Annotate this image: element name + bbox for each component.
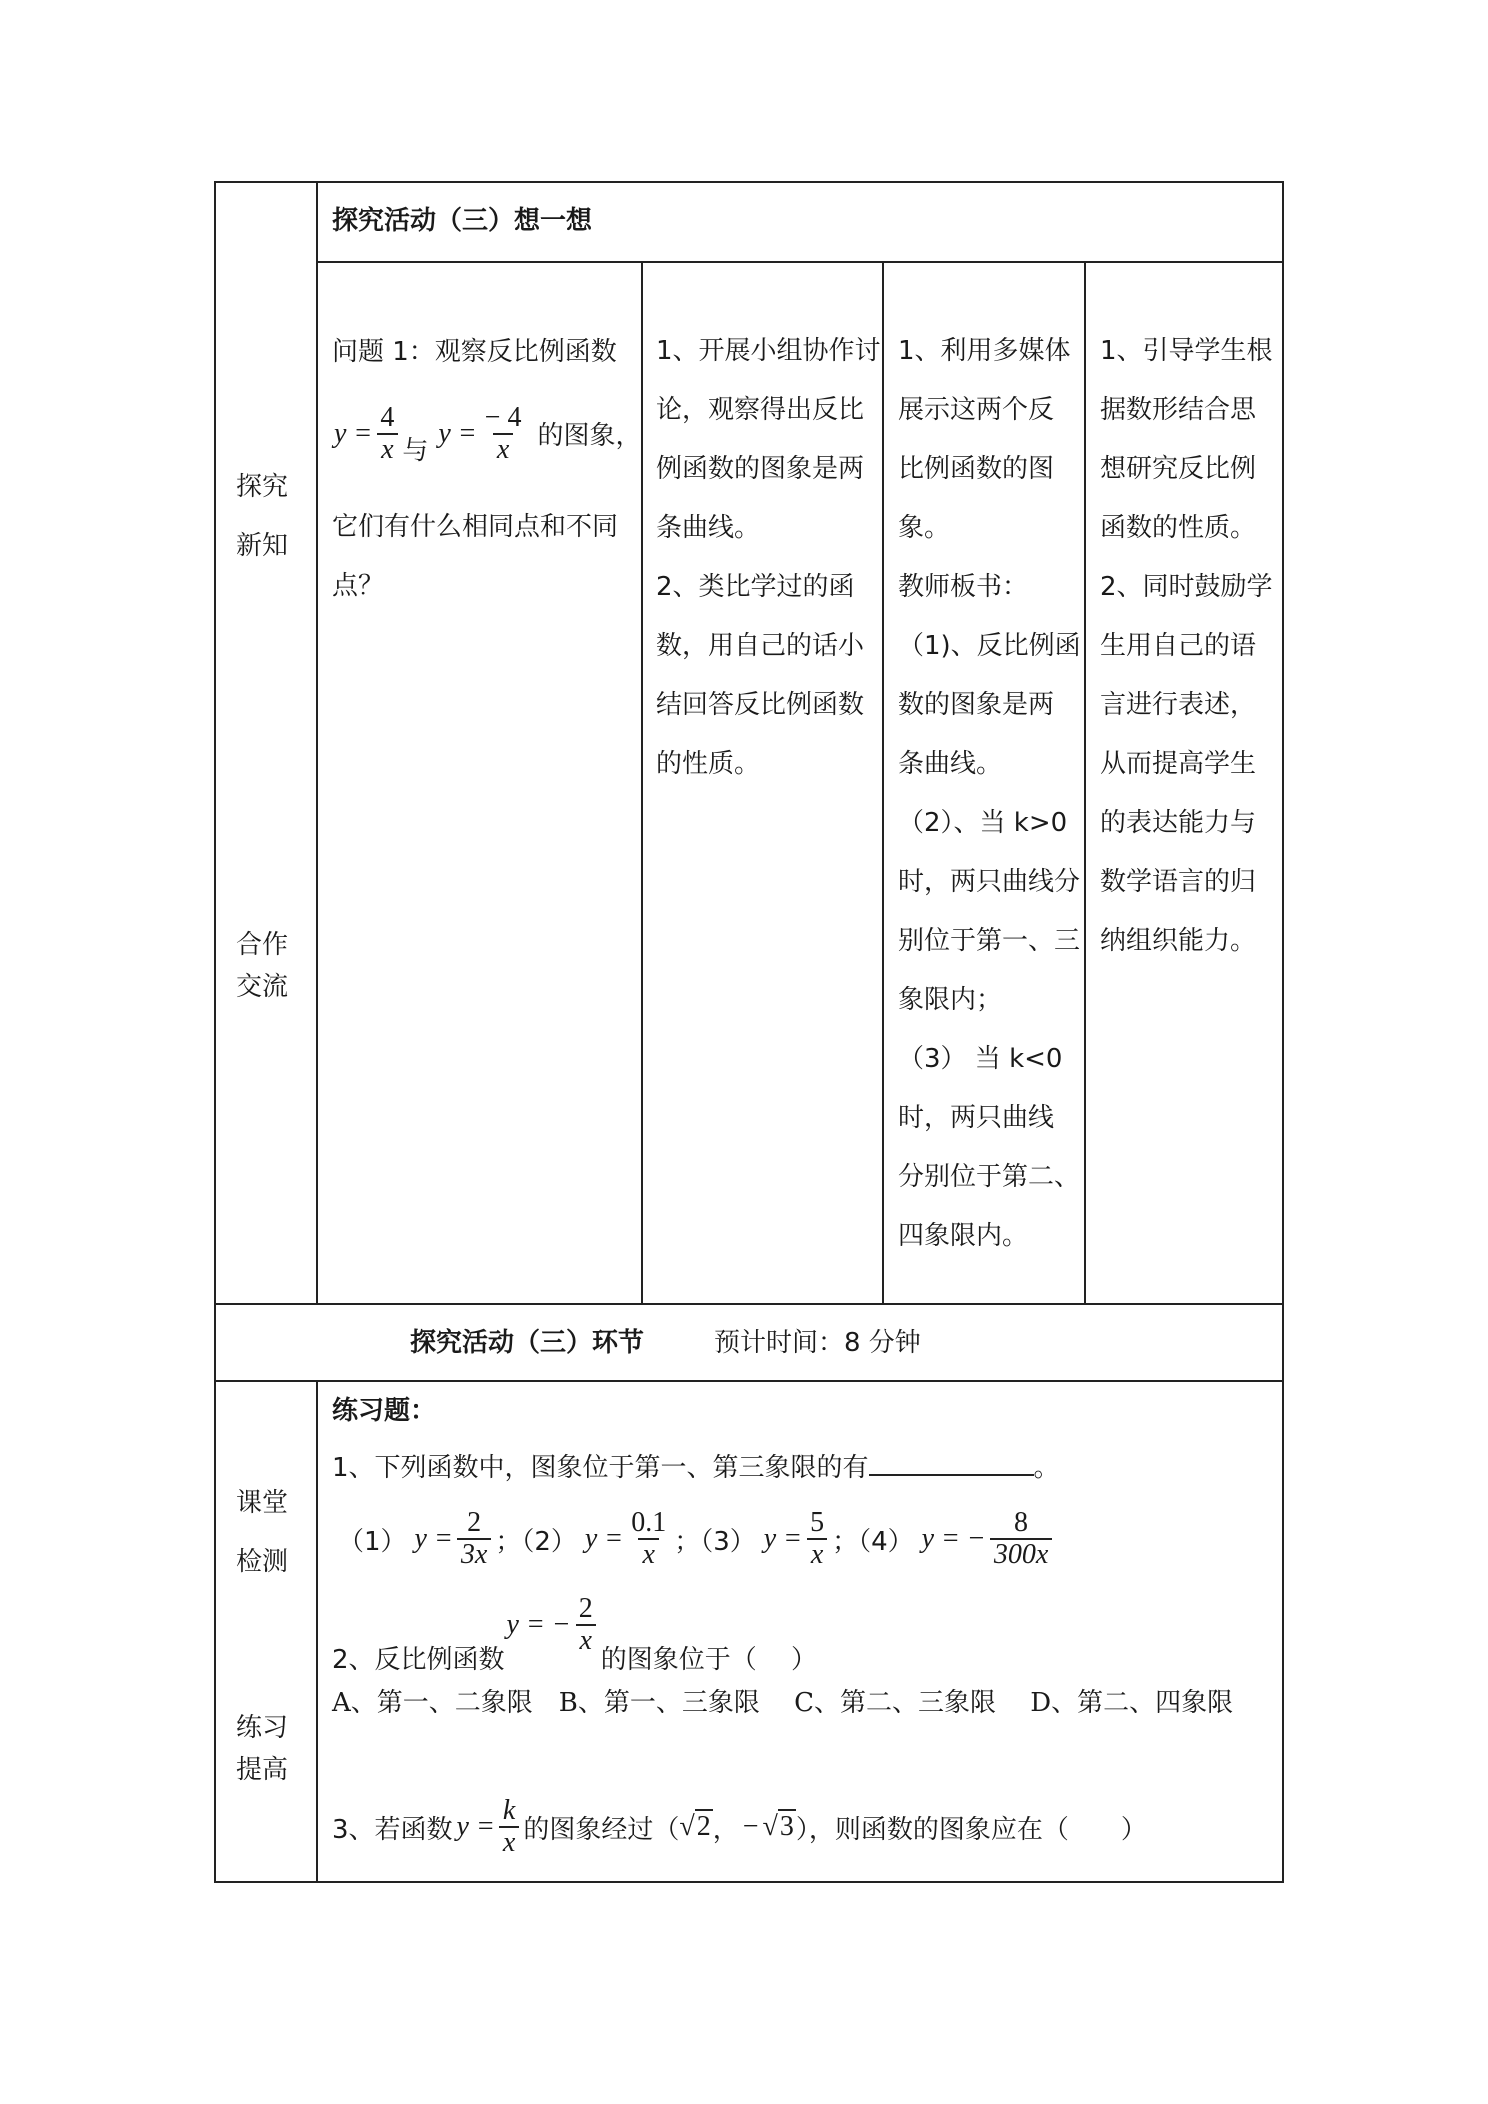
teacher_activity-line: 展示这两个反 — [898, 395, 1055, 425]
formula-1-numerator: 4 — [380, 401, 395, 433]
option-3-denominator: x — [807, 1538, 827, 1570]
teacher_activity-line: 四象限内。 — [898, 1221, 1029, 1251]
exercise-q1 — [332, 1448, 1060, 1483]
design_intent-line: 1、引导学生根 — [1100, 336, 1273, 366]
design_intent-line: 从而提高学生 — [1100, 749, 1257, 779]
q3-denominator: x — [499, 1826, 519, 1858]
q1-answer-blank[interactable] — [869, 1448, 1034, 1476]
label-explore-2: 新知 — [236, 531, 289, 561]
activity-title: 探究活动（三）想一想 — [332, 206, 593, 236]
option-1-fraction — [457, 1508, 491, 1570]
option-2-label: ；（2） — [495, 1526, 577, 1557]
label-check-2: 检测 — [236, 1547, 289, 1577]
table-rule-below-footer — [214, 1380, 1284, 1382]
design_intent-line: 据数形结合思 — [1100, 395, 1257, 425]
label-practice-1: 练习 — [236, 1713, 289, 1743]
q3-sqrt-3: √3 — [762, 1811, 794, 1842]
teacher_activity-line: （2）、当 k>0 — [898, 808, 1068, 838]
table-rule-label-col-lower — [316, 1380, 318, 1883]
q3-radicand-1: 2 — [696, 1811, 711, 1842]
q3-comma: ， — [712, 1814, 739, 1845]
option-1-denominator: 3x — [457, 1538, 491, 1570]
label-coop-2: 交流 — [236, 972, 289, 1002]
table-rule-col4 — [1084, 261, 1086, 1305]
teacher_activity-line: 别位于第一、三 — [898, 926, 1081, 956]
table-rule-label-col — [316, 181, 318, 1305]
teacher_activity-line: 象限内； — [898, 985, 1003, 1015]
label-check-1: 课堂 — [236, 1488, 289, 1518]
teacher_activity-line: 时，两只曲线 — [898, 1103, 1055, 1133]
design-intent-column — [1100, 322, 1273, 971]
design_intent-line: 纳组织能力。 — [1100, 926, 1257, 956]
formula-1-denominator: x — [377, 433, 397, 465]
question-formula-row — [334, 400, 641, 467]
formula-2-lhs: y = — [438, 417, 477, 449]
teacher_activity-line: （3） 当 k<0 — [898, 1044, 1063, 1074]
formula-1-lhs: y = — [334, 417, 373, 449]
student_activity-line: 的性质。 — [656, 749, 761, 779]
q3-radicand-2: 3 — [779, 1811, 794, 1842]
q2-fraction — [575, 1594, 597, 1656]
q3-lhs: y = — [456, 1811, 495, 1842]
label-coop-1: 合作 — [236, 930, 289, 960]
student_activity-line: 1、开展小组协作讨 — [656, 336, 881, 366]
teacher_activity-line: 时，两只曲线分 — [898, 867, 1081, 897]
q2-numerator: 2 — [578, 1593, 593, 1624]
option-2-denominator: x — [638, 1538, 658, 1570]
q3-fraction — [499, 1796, 519, 1858]
q2-text: 2、反比例函数 — [332, 1644, 505, 1675]
design_intent-line: 数学语言的归 — [1100, 867, 1257, 897]
q2-lhs: y = − — [506, 1609, 571, 1640]
table-rule-col3 — [882, 261, 884, 1305]
formula-1-fraction — [376, 403, 398, 465]
segment-footer-title: 探究活动（三）环节 — [410, 1328, 645, 1358]
student-activity-column — [656, 322, 881, 794]
graph-suffix: 的图象， — [537, 421, 642, 451]
teacher_activity-line: 分别位于第二、 — [898, 1162, 1081, 1192]
table-border-top — [214, 181, 1284, 183]
option-2-fraction — [627, 1508, 670, 1570]
option-2-numerator: 0.1 — [631, 1507, 667, 1538]
teacher_activity-line: 教师板书： — [898, 572, 1029, 602]
exercise-q3 — [332, 1796, 1147, 1858]
design_intent-line: 言进行表述， — [1100, 690, 1257, 720]
q3-tail: ），则函数的图象应在（ ） — [795, 1814, 1147, 1845]
label-explore-1: 探究 — [236, 472, 289, 502]
option-4-fraction — [990, 1508, 1052, 1570]
q3-minus: − — [742, 1811, 759, 1842]
teacher_activity-line: 条曲线。 — [898, 749, 1003, 779]
student_activity-line: 条曲线。 — [656, 513, 761, 543]
option-3-label: ；（3） — [674, 1526, 756, 1557]
exercise-heading: 练习题： — [332, 1396, 437, 1426]
and-word: 与 — [402, 436, 429, 466]
question-line-1: 问题 1：观察反比例函数 — [332, 337, 617, 367]
q2-tail: 的图象位于（ ） — [600, 1644, 818, 1675]
table-rule-above-footer — [214, 1303, 1284, 1305]
formula-2-denominator: x — [493, 433, 513, 465]
student_activity-line: 数，用自己的话小 — [656, 631, 865, 661]
teacher_activity-line: 比例函数的图 — [898, 454, 1055, 484]
student_activity-line: 例函数的图象是两 — [656, 454, 865, 484]
student_activity-line: 论，观察得出反比 — [656, 395, 865, 425]
q3-sqrt-2: √2 — [679, 1811, 711, 1842]
teacher_activity-line: 象。 — [898, 513, 951, 543]
teacher_activity-line: （1)、反比例函 — [898, 631, 1081, 661]
teacher_activity-line: 1、利用多媒体 — [898, 336, 1071, 366]
teacher_activity-line: 数的图象是两 — [898, 690, 1055, 720]
q2-choices: A、第一、二象限 B、第一、三象限 C、第二、三象限 D、第二、四象限 — [332, 1688, 1234, 1718]
option-1-label: （1） — [338, 1526, 407, 1557]
design_intent-line: 2、同时鼓励学 — [1100, 572, 1273, 602]
option-1-numerator: 2 — [467, 1507, 482, 1538]
option-1-lhs: y = — [414, 1523, 453, 1554]
question-line-3: 它们有什么相同点和不同 — [332, 512, 619, 542]
option-3-lhs: y = — [763, 1523, 803, 1554]
student_activity-line: 结回答反比例函数 — [656, 690, 865, 720]
q3-mid: 的图象经过（ — [523, 1814, 680, 1845]
table-border-left — [214, 181, 216, 1883]
q1-text: 1、下列函数中，图象位于第一、第三象限的有 — [332, 1453, 869, 1483]
table-border-right — [1282, 181, 1284, 1883]
option-4-numerator: 8 — [1014, 1507, 1029, 1538]
design_intent-line: 函数的性质。 — [1100, 513, 1257, 543]
segment-footer-time: 预计时间：8 分钟 — [714, 1328, 921, 1358]
exercise-q2 — [332, 1594, 817, 1676]
formula-2-fraction — [481, 403, 526, 465]
option-3-fraction — [806, 1508, 828, 1570]
table-border-bottom — [214, 1881, 1284, 1883]
q3-text: 3、若函数 — [332, 1814, 453, 1845]
design_intent-line: 生用自己的语 — [1100, 631, 1257, 661]
option-4-label: ；（4） — [832, 1526, 914, 1557]
q1-end: 。 — [1033, 1453, 1060, 1483]
design_intent-line: 想研究反比例 — [1100, 454, 1257, 484]
teacher-activity-column — [898, 322, 1081, 1266]
label-practice-2: 提高 — [236, 1755, 289, 1785]
table-rule-below-title — [317, 261, 1284, 263]
formula-2-numerator: − 4 — [484, 401, 522, 433]
student_activity-line: 2、类比学过的函 — [656, 572, 855, 602]
question-line-4: 点？ — [332, 571, 385, 601]
q3-numerator: k — [502, 1795, 516, 1826]
option-3-numerator: 5 — [810, 1507, 825, 1538]
q1-options-row — [338, 1508, 1056, 1570]
option-2-lhs: y = — [584, 1523, 624, 1554]
design_intent-line: 的表达能力与 — [1100, 808, 1257, 838]
q2-denominator: x — [576, 1624, 596, 1656]
option-4-lhs: y = − — [921, 1523, 986, 1554]
option-4-denominator: 300x — [990, 1538, 1052, 1570]
